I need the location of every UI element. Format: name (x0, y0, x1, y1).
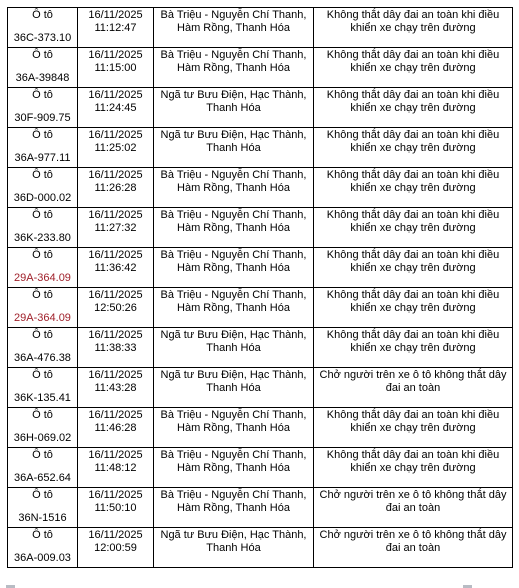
datetime-cell (78, 128, 154, 168)
table-row (8, 368, 513, 408)
violation-time: 11:25:02 (94, 142, 137, 154)
vehicle-cell (8, 328, 78, 368)
location-line-2: Hàm Rồng, Thanh Hóa (177, 302, 290, 314)
vehicle-cell (8, 128, 78, 168)
location-line-2: Hàm Rồng, Thanh Hóa (177, 462, 290, 474)
violation-cell (314, 248, 513, 288)
vehicle-cell (8, 408, 78, 448)
violation-line-2: khiển xe chạy trên đường (350, 302, 476, 314)
table-row (8, 408, 513, 448)
license-plate: 36H-069.02 (13, 432, 72, 444)
datetime-cell (78, 528, 154, 568)
violation-line-2: khiển xe chạy trên đường (350, 222, 476, 234)
violation-line-1: Không thắt dây đai an toàn khi điều (326, 289, 500, 301)
violation-date: 16/11/2025 (88, 449, 143, 461)
vehicle-type: Ô tô (32, 89, 53, 101)
violation-cell (314, 128, 513, 168)
violation-time: 11:12:47 (94, 22, 137, 34)
location-cell (154, 168, 314, 208)
table-row (8, 328, 513, 368)
location-line-1: Bà Triệu - Nguyễn Chí Thanh, (160, 169, 307, 181)
vehicle-type: Ô tô (32, 169, 53, 181)
violation-line-2: khiển xe chạy trên đường (350, 102, 476, 114)
location-line-2: Hàm Rồng, Thanh Hóa (177, 182, 290, 194)
datetime-cell (78, 328, 154, 368)
license-plate: 36K-135.41 (14, 392, 71, 404)
violation-line-1: Không thắt dây đai an toàn khi điều (326, 409, 500, 421)
location-line-2: Thanh Hóa (206, 142, 261, 154)
table-row (8, 88, 513, 128)
table-row (8, 248, 513, 288)
violation-time: 11:27:32 (94, 222, 137, 234)
location-cell (154, 528, 314, 568)
violation-time: 11:48:12 (94, 462, 137, 474)
vehicle-type: Ô tô (32, 369, 53, 381)
violation-line-2: khiển xe chạy trên đường (350, 342, 476, 354)
vehicle-type: Ô tô (32, 449, 53, 461)
location-line-2: Hàm Rồng, Thanh Hóa (177, 22, 290, 34)
violation-cell (314, 168, 513, 208)
table-row (8, 168, 513, 208)
table-row (8, 48, 513, 88)
vehicle-cell (8, 88, 78, 128)
location-cell (154, 248, 314, 288)
location-cell (154, 488, 314, 528)
violation-cell (314, 328, 513, 368)
violation-line-2: đai an toàn (385, 502, 441, 514)
violation-line-1: Không thắt dây đai an toàn khi điều (326, 49, 500, 61)
location-line-1: Bà Triệu - Nguyễn Chí Thanh, (160, 9, 307, 21)
violation-line-2: khiển xe chạy trên đường (350, 62, 476, 74)
vehicle-cell (8, 48, 78, 88)
violation-line-1: Không thắt dây đai an toàn khi điều (326, 129, 500, 141)
location-line-2: Hàm Rồng, Thanh Hóa (177, 62, 290, 74)
violations-table (7, 7, 513, 568)
violation-time: 12:00:59 (94, 542, 137, 554)
location-line-2: Hàm Rồng, Thanh Hóa (177, 262, 290, 274)
violation-line-2: khiển xe chạy trên đường (350, 422, 476, 434)
violation-line-1: Không thắt dây đai an toàn khi điều (326, 329, 500, 341)
vehicle-cell (8, 528, 78, 568)
violation-date: 16/11/2025 (88, 329, 143, 341)
location-line-1: Bà Triệu - Nguyễn Chí Thanh, (160, 489, 307, 501)
location-cell (154, 328, 314, 368)
location-line-1: Ngã tư Bưu Điện, Hạc Thành, (160, 329, 307, 341)
datetime-cell (78, 48, 154, 88)
violation-line-1: Không thắt dây đai an toàn khi điều (326, 9, 500, 21)
violation-cell (314, 288, 513, 328)
violation-date: 16/11/2025 (88, 369, 143, 381)
license-plate: 30F-909.75 (14, 112, 71, 124)
license-plate: 36C-373.10 (13, 32, 72, 44)
violation-time: 12:50:26 (94, 302, 137, 314)
datetime-cell (78, 248, 154, 288)
violation-time: 11:36:42 (94, 262, 137, 274)
location-line-2: Thanh Hóa (206, 102, 261, 114)
datetime-cell (78, 88, 154, 128)
vehicle-type: Ô tô (32, 209, 53, 221)
datetime-cell (78, 488, 154, 528)
violation-date: 16/11/2025 (88, 409, 143, 421)
datetime-cell (78, 208, 154, 248)
datetime-cell (78, 368, 154, 408)
vehicle-cell (8, 488, 78, 528)
violations-table-body (8, 8, 513, 568)
violation-cell (314, 448, 513, 488)
violation-time: 11:26:28 (94, 182, 137, 194)
license-plate: 36A-009.03 (14, 552, 71, 564)
datetime-cell (78, 168, 154, 208)
violation-date: 16/11/2025 (88, 9, 143, 21)
vehicle-type: Ô tô (32, 409, 53, 421)
location-line-1: Bà Triệu - Nguyễn Chí Thanh, (160, 49, 307, 61)
location-line-1: Bà Triệu - Nguyễn Chí Thanh, (160, 209, 307, 221)
violation-line-1: Không thắt dây đai an toàn khi điều (326, 89, 500, 101)
violation-date: 16/11/2025 (88, 169, 143, 181)
violation-time: 11:46:28 (94, 422, 137, 434)
violation-line-2: khiển xe chạy trên đường (350, 262, 476, 274)
violation-line-2: đai an toàn (385, 382, 441, 394)
violation-line-1: Không thắt dây đai an toàn khi điều (326, 169, 500, 181)
location-cell (154, 208, 314, 248)
location-line-2: Thanh Hóa (206, 382, 261, 394)
violation-time: 11:50:10 (94, 502, 137, 514)
license-plate: 29A-364.09 (14, 272, 71, 284)
vehicle-type: Ô tô (32, 49, 53, 61)
table-row (8, 448, 513, 488)
license-plate: 36A-476.38 (14, 352, 71, 364)
violation-line-1: Không thắt dây đai an toàn khi điều (326, 249, 500, 261)
violation-line-1: Chở người trên xe ô tô không thắt dây (319, 529, 507, 541)
table-row (8, 528, 513, 568)
violation-line-2: đai an toàn (385, 542, 441, 554)
license-plate: 36K-233.80 (14, 232, 71, 244)
vehicle-type: Ô tô (32, 489, 53, 501)
vehicle-cell (8, 448, 78, 488)
table-row (8, 488, 513, 528)
violation-line-2: khiển xe chạy trên đường (350, 142, 476, 154)
location-line-1: Ngã tư Bưu Điện, Hạc Thành, (160, 89, 307, 101)
violation-cell (314, 368, 513, 408)
license-plate: 29A-364.09 (14, 312, 71, 324)
violation-line-2: khiển xe chạy trên đường (350, 462, 476, 474)
location-line-1: Ngã tư Bưu Điện, Hạc Thành, (160, 129, 307, 141)
location-line-1: Ngã tư Bưu Điện, Hạc Thành, (160, 529, 307, 541)
vehicle-cell (8, 368, 78, 408)
location-line-2: Hàm Rồng, Thanh Hóa (177, 502, 290, 514)
violation-date: 16/11/2025 (88, 249, 143, 261)
datetime-cell (78, 448, 154, 488)
vehicle-type: Ô tô (32, 329, 53, 341)
location-cell (154, 8, 314, 48)
location-cell (154, 128, 314, 168)
violation-line-1: Không thắt dây đai an toàn khi điều (326, 209, 500, 221)
table-row (8, 128, 513, 168)
violation-cell (314, 208, 513, 248)
location-line-1: Bà Triệu - Nguyễn Chí Thanh, (160, 409, 307, 421)
location-cell (154, 288, 314, 328)
violation-cell (314, 48, 513, 88)
violation-line-1: Chở người trên xe ô tô không thắt dây (319, 369, 507, 381)
location-line-1: Ngã tư Bưu Điện, Hạc Thành, (160, 369, 307, 381)
datetime-cell (78, 408, 154, 448)
location-cell (154, 408, 314, 448)
violation-time: 11:38:33 (94, 342, 137, 354)
violation-date: 16/11/2025 (88, 529, 143, 541)
vehicle-cell (8, 168, 78, 208)
violation-date: 16/11/2025 (88, 49, 143, 61)
license-plate: 36N-1516 (18, 512, 67, 524)
license-plate: 36D-000.02 (13, 192, 72, 204)
table-row (8, 208, 513, 248)
vehicle-type: Ô tô (32, 9, 53, 21)
violation-line-1: Không thắt dây đai an toàn khi điều (326, 449, 500, 461)
table-row (8, 288, 513, 328)
vehicle-cell (8, 8, 78, 48)
violation-time: 11:43:28 (94, 382, 137, 394)
location-line-2: Hàm Rồng, Thanh Hóa (177, 422, 290, 434)
vehicle-type: Ô tô (32, 289, 53, 301)
vehicle-cell (8, 248, 78, 288)
table-row (8, 8, 513, 48)
location-cell (154, 368, 314, 408)
vehicle-type: Ô tô (32, 529, 53, 541)
violation-cell (314, 488, 513, 528)
violation-date: 16/11/2025 (88, 209, 143, 221)
location-line-2: Thanh Hóa (206, 342, 261, 354)
violation-date: 16/11/2025 (88, 129, 143, 141)
datetime-cell (78, 288, 154, 328)
violation-time: 11:24:45 (94, 102, 137, 114)
violation-time: 11:15:00 (94, 62, 137, 74)
violation-cell (314, 88, 513, 128)
vehicle-type: Ô tô (32, 249, 53, 261)
datetime-cell (78, 8, 154, 48)
vehicle-cell (8, 288, 78, 328)
violation-cell (314, 408, 513, 448)
violation-cell (314, 528, 513, 568)
location-line-1: Bà Triệu - Nguyễn Chí Thanh, (160, 449, 307, 461)
license-plate: 36A-977.11 (14, 152, 71, 164)
violation-date: 16/11/2025 (88, 489, 143, 501)
location-line-2: Thanh Hóa (206, 542, 261, 554)
vehicle-type: Ô tô (32, 129, 53, 141)
location-line-2: Hàm Rồng, Thanh Hóa (177, 222, 290, 234)
location-cell (154, 48, 314, 88)
violation-date: 16/11/2025 (88, 289, 143, 301)
license-plate: 36A-652.64 (14, 472, 71, 484)
location-cell (154, 448, 314, 488)
license-plate: 36A-39848 (15, 72, 70, 84)
violation-line-1: Chở người trên xe ô tô không thắt dây (319, 489, 507, 501)
violation-cell (314, 8, 513, 48)
location-line-1: Bà Triệu - Nguyễn Chí Thanh, (160, 249, 307, 261)
location-line-1: Bà Triệu - Nguyễn Chí Thanh, (160, 289, 307, 301)
vehicle-cell (8, 208, 78, 248)
violation-date: 16/11/2025 (88, 89, 143, 101)
violation-line-2: khiển xe chạy trên đường (350, 22, 476, 34)
violation-line-2: khiển xe chạy trên đường (350, 182, 476, 194)
location-cell (154, 88, 314, 128)
